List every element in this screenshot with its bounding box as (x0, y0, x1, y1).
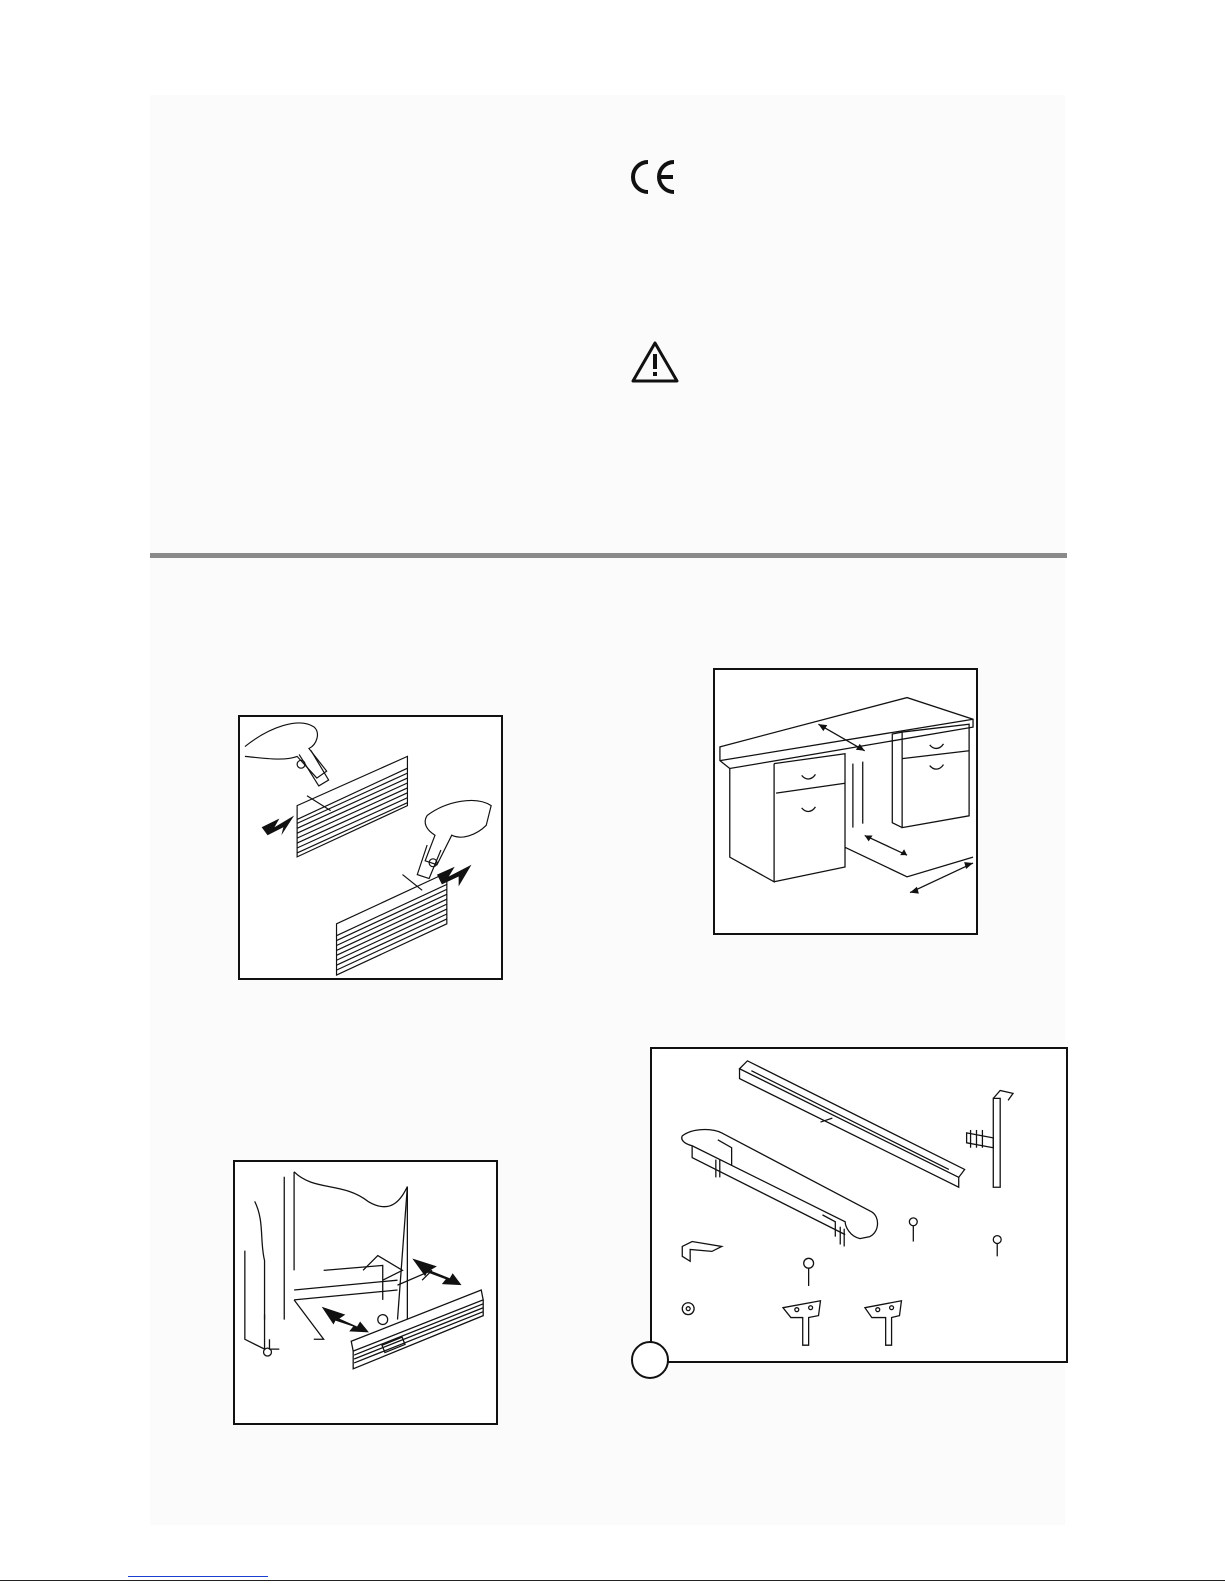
footer-rule (0, 1580, 1225, 1581)
figure-installation-kit (650, 1047, 1068, 1363)
figure-grille-removal (238, 715, 503, 980)
ce-mark-icon (628, 158, 678, 196)
warning-icon (630, 340, 680, 384)
figure-desk-niche (713, 668, 978, 935)
section-divider (150, 553, 1067, 558)
kit-badge-icon (630, 1340, 670, 1380)
figure-plinth-fitting (233, 1160, 498, 1425)
footer-link[interactable] (128, 1576, 268, 1577)
